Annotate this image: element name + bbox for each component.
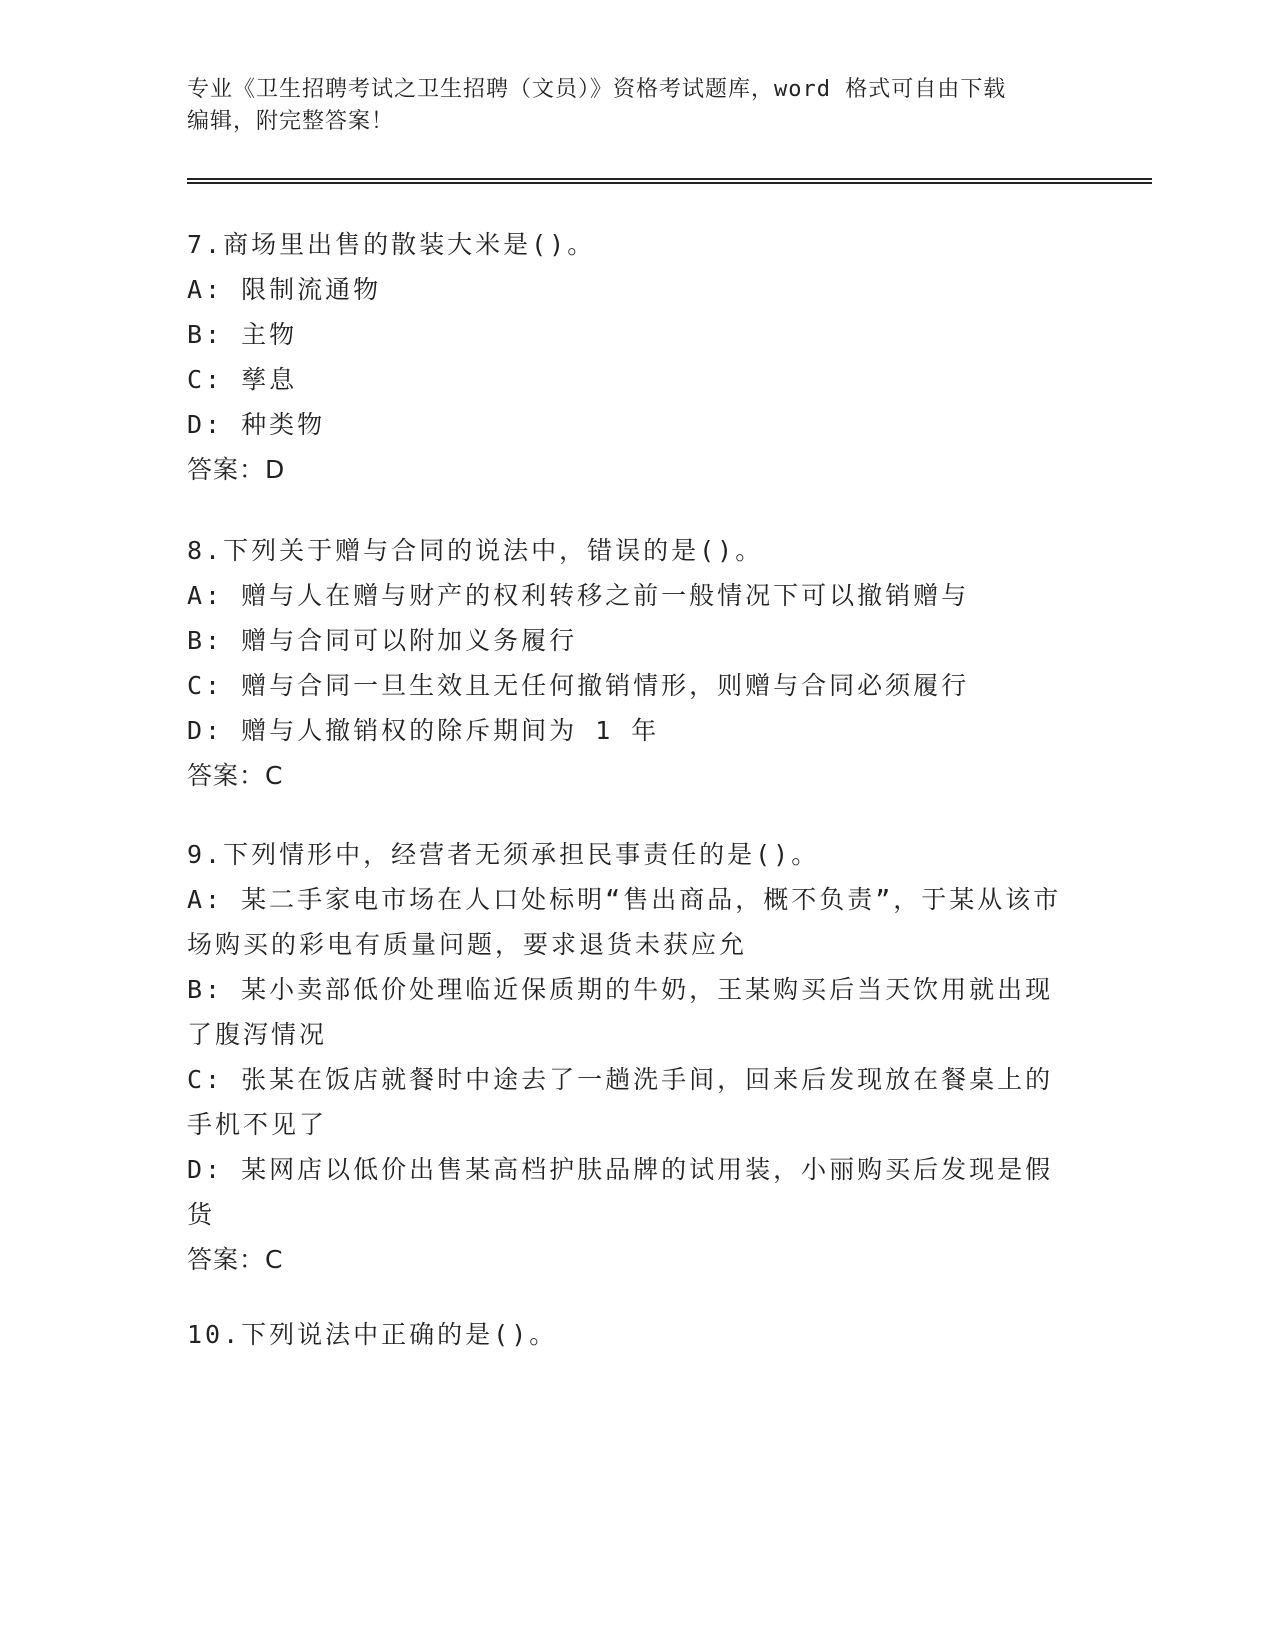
option-b: B: 主物	[187, 320, 298, 349]
option-c: C: 张某在饭店就餐时中途去了一趟洗手间，回来后发现放在餐桌上的手机不见了	[187, 1065, 1054, 1139]
option-b: B: 赠与合同可以附加义务履行	[187, 626, 578, 655]
header-line-2: 编辑，附完整答案！	[187, 109, 395, 134]
question-title: 7.商场里出售的散装大米是()。	[187, 230, 596, 259]
option-a: A: 限制流通物	[187, 275, 382, 304]
question-7	[187, 222, 1067, 492]
answer-label: 答案：C	[187, 1245, 284, 1274]
answer-label: 答案：D	[187, 455, 286, 484]
option-c: C: 赠与合同一旦生效且无任何撤销情形，则赠与合同必须履行	[187, 671, 970, 700]
option-a: A: 某二手家电市场在人口处标明“售出商品，概不负责”，于某从该市场购买的彩电有质量问题，要求退货未获应允	[187, 885, 1062, 959]
option-d: D: 某网店以低价出售某高档护肤品牌的试用装，小丽购买后发现是假货	[187, 1155, 1054, 1229]
document-page	[187, 0, 1152, 1650]
header-line-1: 专业《卫生招聘考试之卫生招聘（文员）》资格考试题库，word 格式可自由下载	[187, 77, 1007, 102]
option-b: B: 某小卖部低价处理临近保质期的牛奶，王某购买后当天饮用就出现了腹泻情况	[187, 975, 1054, 1049]
answer-label: 答案：C	[187, 761, 284, 790]
option-c: C: 孳息	[187, 365, 298, 394]
option-d: D: 种类物	[187, 410, 326, 439]
question-10	[187, 1312, 1067, 1357]
header-divider	[187, 178, 1152, 184]
question-title: 9.下列情形中，经营者无须承担民事责任的是()。	[187, 840, 820, 869]
question-8	[187, 528, 1067, 798]
question-title: 8.下列关于赠与合同的说法中，错误的是()。	[187, 536, 764, 565]
option-d: D: 赠与人撤销权的除斥期间为 1 年	[187, 716, 660, 745]
option-a: A: 赠与人在赠与财产的权利转移之前一般情况下可以撤销赠与	[187, 581, 970, 610]
document-header	[187, 74, 1067, 138]
question-9	[187, 832, 1067, 1282]
question-title: 10.下列说法中正确的是()。	[187, 1320, 558, 1349]
